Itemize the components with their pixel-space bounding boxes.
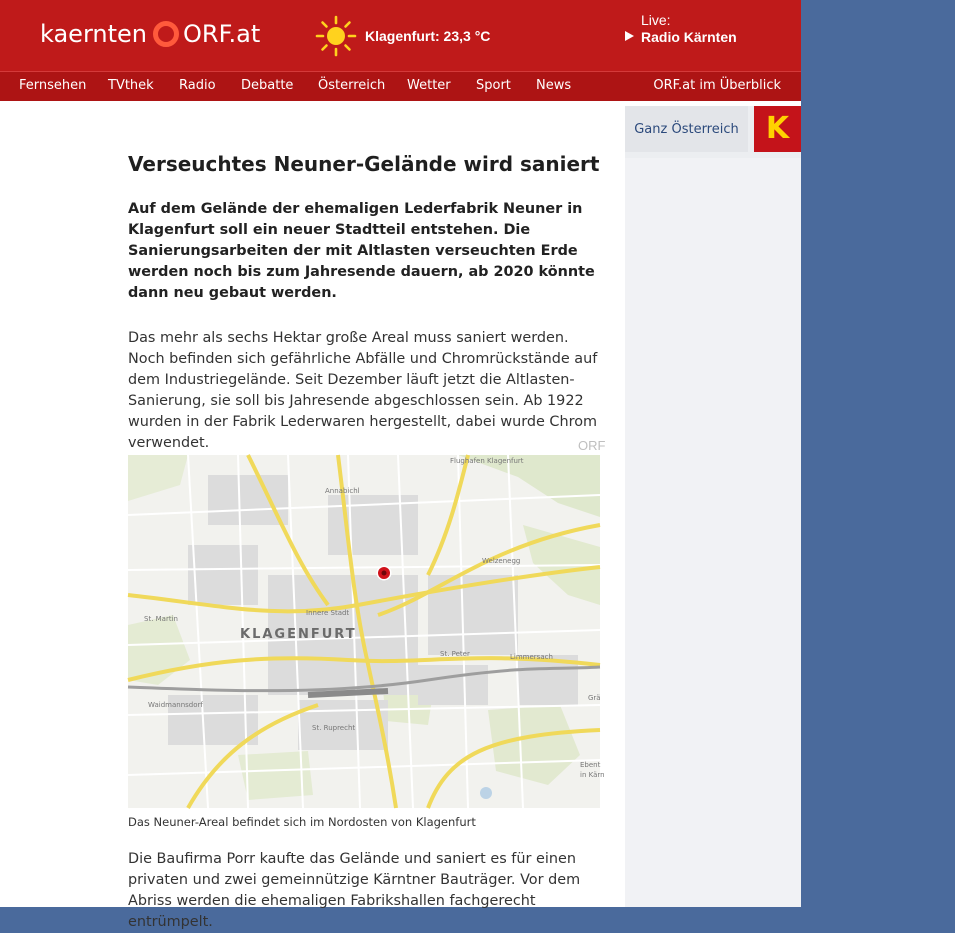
location-marker-icon (377, 566, 392, 581)
nav-item-wetter[interactable]: Wetter (407, 78, 451, 93)
map-image (128, 455, 605, 808)
nav-item-debatte[interactable]: Debatte (241, 78, 294, 93)
nav-item-news[interactable]: News (536, 78, 572, 93)
nav-item-fernsehen[interactable]: Fernsehen (19, 78, 87, 93)
site-header (0, 0, 801, 100)
map-label: St. Martin (144, 615, 178, 623)
main-nav (0, 71, 801, 101)
map-label: Grä (588, 694, 601, 702)
sun-icon (315, 15, 357, 57)
tab-ganz-oesterreich[interactable] (625, 106, 748, 152)
map-label: Ebent (580, 761, 601, 769)
logo-orf: ORF.at (183, 20, 261, 48)
nav-item-overview[interactable]: ORF.at im Überblick (653, 78, 781, 93)
nav-item-oesterreich[interactable]: Österreich (318, 78, 386, 93)
weather-widget[interactable] (315, 15, 490, 57)
nav-item-radio[interactable]: Radio (179, 78, 216, 93)
article-title: Verseuchtes Neuner-Gelände wird saniert (128, 152, 600, 176)
map-city-label: KLAGENFURT (240, 627, 357, 642)
map-label: Welzenegg (482, 557, 521, 565)
map-label: St. Peter (440, 650, 470, 658)
map-label: Annabichl (325, 487, 360, 495)
article-lead: Auf dem Gelände der ehemaligen Lederfabrik Neuner in Klagenfurt soll ein neuer Stadtteil entstehen. Die Sanierungsarbeiten der mit Altlasten verseuchten Erde werden noch bis zum Jahresende dauern, ab 2020 könnte dann neu gebaut werden. (128, 201, 595, 301)
map-label: Flughafen Klagenfurt (450, 457, 524, 465)
map-graphic (128, 455, 605, 808)
article (128, 150, 606, 930)
tab-label: Ganz Österreich (634, 121, 739, 137)
weather-text: Klagenfurt: 23,3 °C (365, 28, 491, 44)
nav-item-sport[interactable]: Sport (476, 78, 511, 93)
live-station[interactable]: Radio Kärnten (641, 29, 737, 45)
map-label: Innere Stadt (306, 609, 350, 617)
live-label: Live: (641, 12, 671, 28)
map-label: Waidmannsdorf (148, 701, 203, 709)
article-paragraph: Das mehr als sechs Hektar große Areal muss saniert werden. Noch befinden sich gefährliche Abfälle und Chromrückstände auf dem Industriegelände. Seit Dezember läuft jetzt die Altlasten-Sanierung, sie soll bis Jahresende abgeschlossen sein. Ab 1922 wurden in der Fabrik Lederwaren hergestellt, dabei wurde Chrom verwendet. (128, 330, 598, 451)
map-label: St. Ruprecht (312, 724, 356, 732)
orf-kaernten-logo[interactable] (40, 19, 260, 49)
map-label: Limmersach (510, 653, 553, 661)
sidebar-content (625, 158, 801, 907)
map-label: in Kärn (580, 771, 605, 779)
play-icon (625, 31, 634, 41)
article-paragraph: Die Baufirma Porr kaufte das Gelände und saniert es für einen privaten und zwei gemeinnützige Kärntner Bauträger. Vor dem Abriss werden die ehemaligen Fabrikshallen fachgerecht entrümpelt. (128, 851, 581, 930)
kaernten-k-button[interactable] (754, 106, 801, 152)
sidebar (625, 106, 801, 907)
map-caption: Das Neuner-Areal befindet sich im Nordosten von Klagenfurt (128, 815, 476, 829)
image-credit: ORF (578, 438, 606, 453)
k-letter: K (765, 111, 790, 146)
nav-item-tvthek[interactable]: TVthek (108, 78, 154, 93)
logo-word: kaernten (40, 20, 147, 48)
orf-ring-icon (153, 21, 179, 47)
